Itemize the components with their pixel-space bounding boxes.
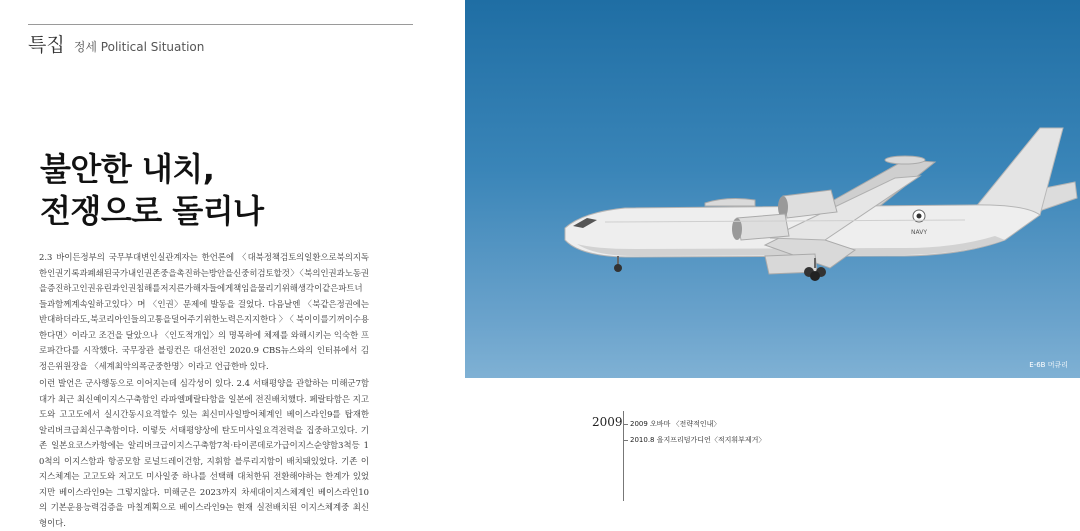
left-page xyxy=(0,0,465,528)
aircraft-illustration xyxy=(465,0,1080,378)
photo-caption: E-6B 머큐리 xyxy=(1029,361,1068,369)
body-paragraph-2: 이런 발언은 군사행동으로 이어지는데 심각성이 있다. 2.4 서태평양을 관할하는 미해군7함대가 최근 최신예이지스구축함인 라파엘페랄타함을 일본에 전진배치했다. 페랄타함은 지고도와 고고도에서 실시간동시요격할수 있는 최신미사일방어체계인 베이스라인9를 탑재한 알리버크급최신구축함이다. 이렇듯 서태평양상에 탄도미사일요격전력을 집중하고있다. 기존 일본요코스카항에는 알리버크급이지스구축함7척·타이콘데로가급이지스순양함3척등 10척의 이지스함과 항공모함 로널드레이건함, 지휘함 블루리지함이 배치돼있었다. 기존 이지스체계는 고고도와 저고도 미사일중 하나를 선택해 대처한뒤 전환해야하는 한계가 있었지만 베이스라인9는 그렇지않다. 미해군은 2023까지 차세대이지스체계인 베이스라인10의 기본운용능력검증을 마칠계획으로 베이스라인9는 현재 실전배치된 이지스체계중 최신형이다. xyxy=(39,378,369,528)
article-headline xyxy=(40,148,264,232)
headline-line-1: 불안한 내치, xyxy=(40,150,215,188)
timeline-year: 2009 xyxy=(592,415,623,429)
section-title: 특집 xyxy=(28,34,65,56)
right-page xyxy=(465,0,1080,500)
body-paragraph-1: 2.3 바이든정부의 국무부대변인실관계자는 한언론에 〈대북정책검토의일환으로북의지독한인권기록과폐쇄된국가내인권존중을촉진하는방안을신중히검토할것〉〈북의인권과노동권을증진하고인권유린과인권침해를저지른가해자들에게책임을물리기위해생각이같은파트너들과함께계속일하고있다〉며 〈인권〉문제에 발동을 걸었다. 다음날엔 〈북같은정권에는반대하더라도,북코리아인들의고통을덜어주기위한노력은지지한다〉〈북이이를기꺼이수용한다면〉이라고 조건을 달았으나 〈인도적개입〉의 명목하에 체제를 와해시키는 익숙한 프로파간다를 시작했다. 국무장관 블링컨은 대선전인 2020.9 CBS뉴스와의 인터뷰에서 김정은위원장을 〈세계최악의폭군중한명〉이라고 언급한바 있다. xyxy=(39,252,369,371)
top-rule xyxy=(28,24,413,25)
aircraft-navy-label: NAVY xyxy=(911,229,927,236)
timeline-item xyxy=(624,435,765,445)
timeline-item xyxy=(624,419,720,429)
section-subtitle: 정세 Political Situation xyxy=(73,40,205,54)
section-header xyxy=(28,30,204,57)
timeline-item-text: 2009 오바마 〈전략적인내〉 xyxy=(630,420,721,428)
aircraft-photo xyxy=(465,0,1080,378)
timeline-item-text: 2010.8 을지프리덤가디언〈적지휘부제거〉 xyxy=(630,436,766,444)
timeline-tick xyxy=(624,424,628,425)
headline-line-2: 전쟁으로 돌리나 xyxy=(40,192,264,230)
timeline-tick xyxy=(624,440,628,441)
